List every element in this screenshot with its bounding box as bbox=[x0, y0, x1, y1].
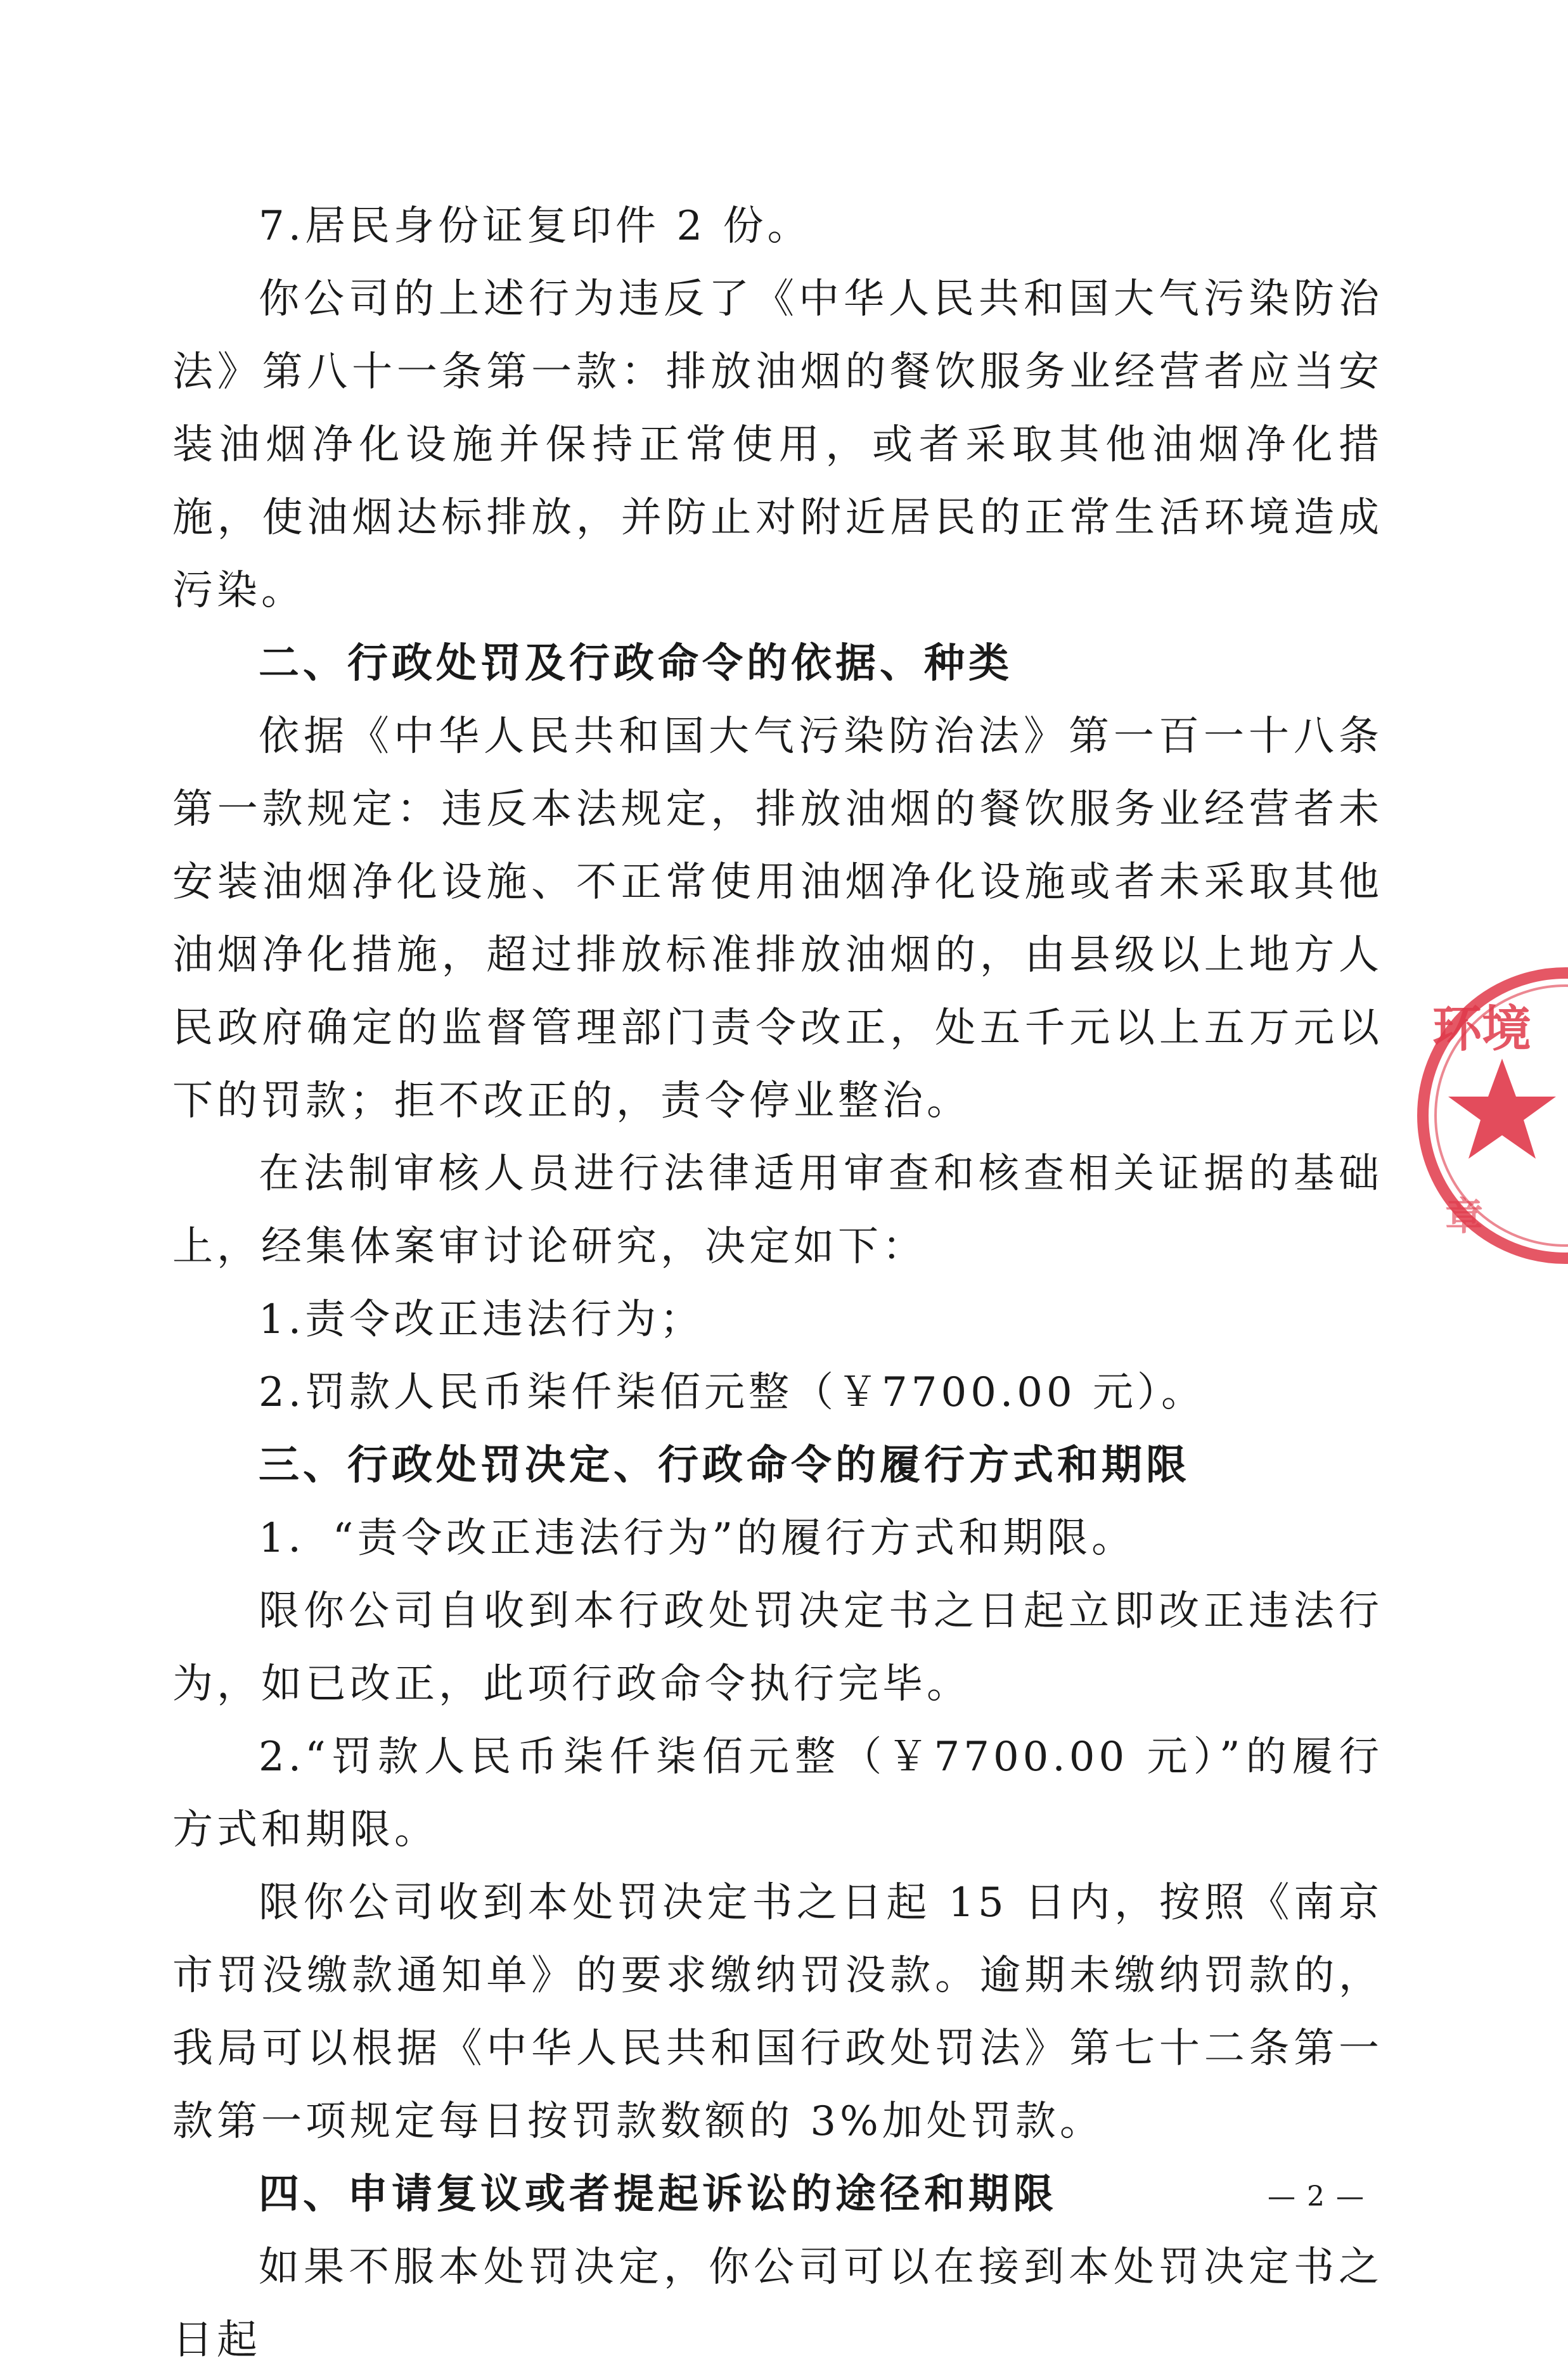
body-paragraph: 在法制审核人员进行法律适用审查和核查相关证据的基础上，经集体案审讨论研究，决定如下： bbox=[172, 1150, 1383, 1270]
section-heading-2: 二、行政处罚及行政命令的依据、种类 bbox=[259, 640, 1013, 687]
section-heading-3: 三、行政处罚决定、行政命令的履行方式和期限 bbox=[259, 1442, 1190, 1489]
list-item: 1．“责令改正违法行为”的履行方式和期限。 bbox=[259, 1515, 1136, 1562]
body-paragraph: 限你公司收到本处罚决定书之日起 15 日内，按照《南京市罚没缴款通知单》的要求缴纳罚没款。逾期未缴纳罚款的，我局可以根据《中华人民共和国行政处罚法》第七十二条第一款第一项规定每日按罚款数额的 3%加处罚款。 bbox=[172, 1879, 1383, 2145]
star-icon bbox=[1448, 1059, 1556, 1159]
decision-item-1: 1.责令改正违法行为； bbox=[259, 1296, 705, 1343]
body-paragraph: 你公司的上述行为违反了《中华人民共和国大气污染防治法》第八十一条第一款：排放油烟的餐饮服务业经营者应当安装油烟净化设施并保持正常使用，或者采取其他油烟净化措施，使油烟达标排放，并防止对附近居民的正常生活环境造成污染。 bbox=[172, 276, 1383, 614]
decision-item-2: 2.罚款人民币柒仟柒佰元整（￥7700.00 元）。 bbox=[259, 1369, 1206, 1416]
list-item: 2.“罚款人民币柒仟柒佰元整（￥7700.00 元）”的履行方式和期限。 bbox=[172, 1734, 1383, 1853]
seal-fragment: 章 bbox=[1445, 1195, 1483, 1239]
official-seal bbox=[1413, 963, 1568, 1280]
list-item-7: 7.居民身份证复印件 2 份。 bbox=[259, 203, 812, 250]
page-number: — 2 — bbox=[1268, 2181, 1365, 2213]
body-paragraph: 如果不服本处罚决定，你公司可以在接到本处罚决定书之日起 bbox=[172, 2244, 1383, 2364]
body-paragraph: 依据《中华人民共和国大气污染防治法》第一百一十八条第一款规定：违反本法规定，排放油烟的餐饮服务业经营者未安装油烟净化设施、不正常使用油烟净化设施或者未采取其他油烟净化措施，超过排放标准排放油烟的，由县级以上地方人民政府确定的监督管理部门责令改正，处五千元以上五万元以下的罚款；拒不改正的，责令停业整治。 bbox=[172, 713, 1383, 1124]
body-paragraph: 限你公司自收到本行政处罚决定书之日起立即改正违法行为，如已改正，此项行政命令执行完毕。 bbox=[172, 1588, 1383, 1708]
seal-text: 环境 bbox=[1432, 1001, 1532, 1058]
section-heading-4: 四、申请复议或者提起诉讼的途径和期限 bbox=[259, 2171, 1057, 2218]
document-body bbox=[172, 190, 1383, 2377]
